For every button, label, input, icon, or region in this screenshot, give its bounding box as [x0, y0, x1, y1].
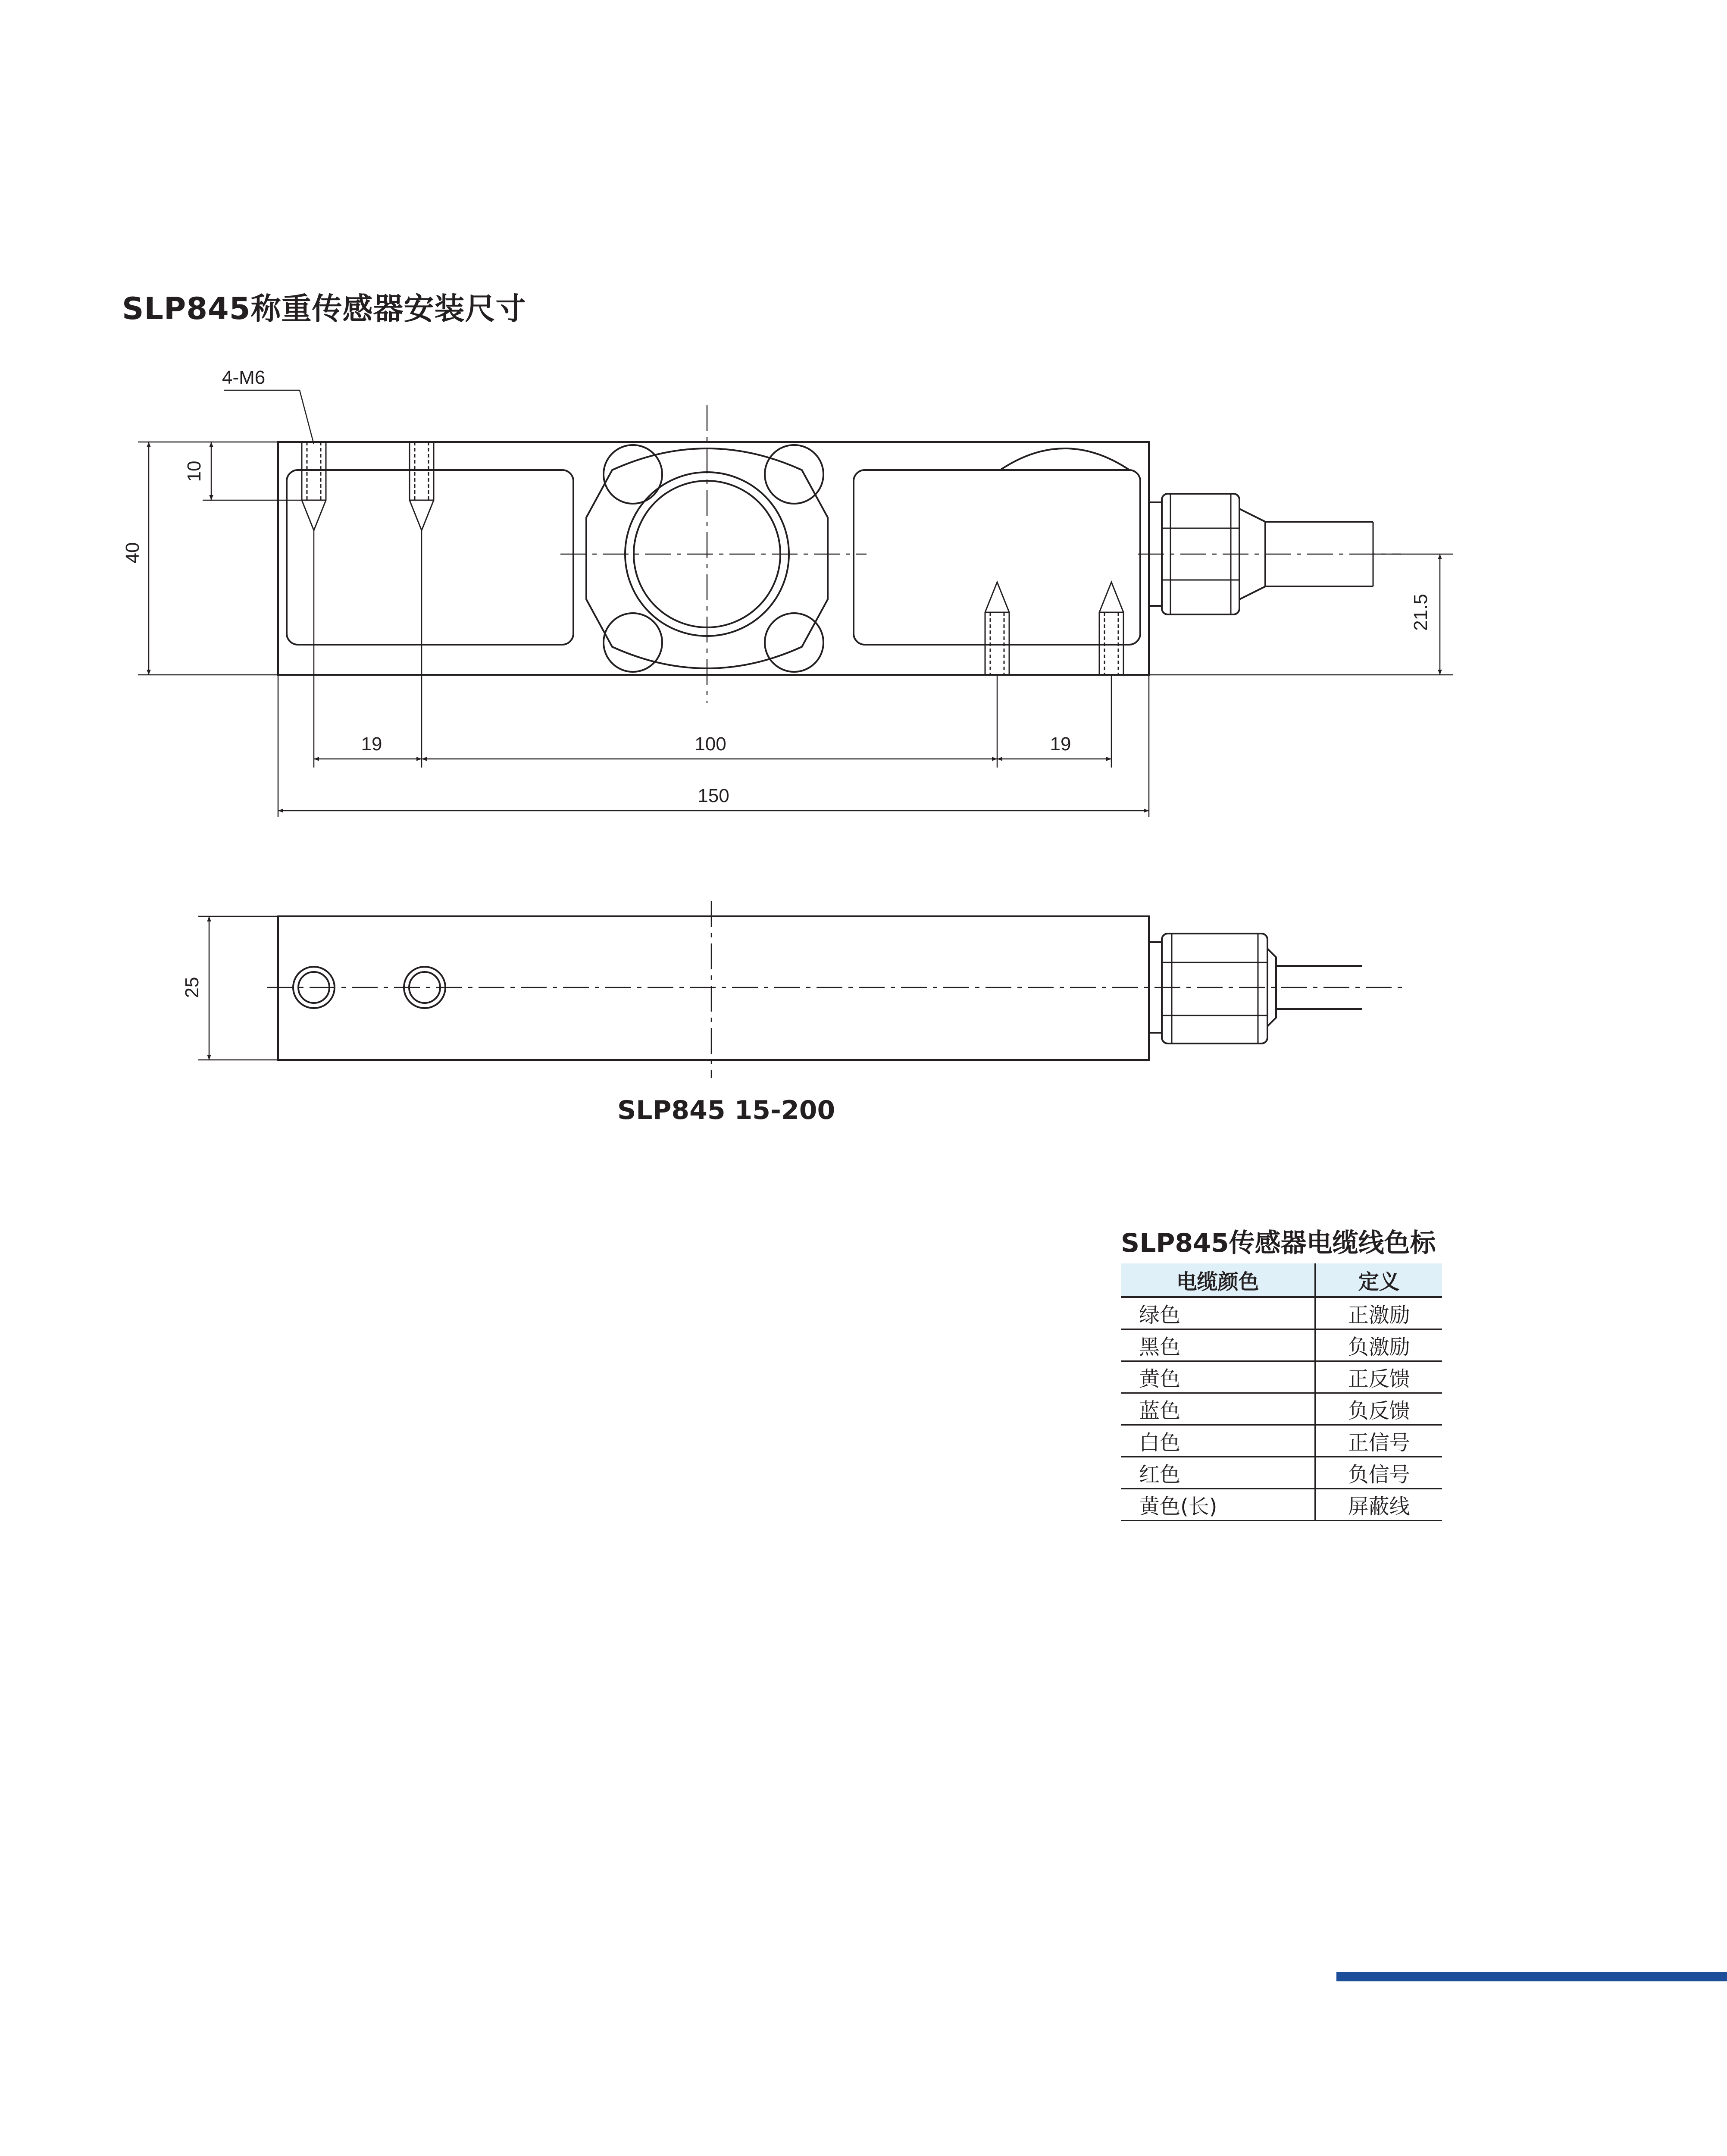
- dim-10-label: 10: [184, 461, 205, 482]
- threaded-holes: [302, 442, 1123, 675]
- table-row: [1121, 1329, 1442, 1361]
- table-row: [1121, 1425, 1442, 1457]
- wire-definition: 屏蔽线: [1315, 1489, 1442, 1521]
- wire-color: 白色: [1121, 1425, 1315, 1457]
- left-pocket: [287, 470, 573, 645]
- dim-19-right-label: 19: [1050, 733, 1071, 755]
- top-view: [278, 442, 1373, 675]
- wire-color: 黄色(长): [1121, 1489, 1315, 1521]
- top-view-body: [278, 442, 1149, 675]
- wire-definition: 负激励: [1315, 1329, 1442, 1361]
- wire-color: 蓝色: [1121, 1393, 1315, 1425]
- table-header-row: [1121, 1263, 1442, 1297]
- wire-color: 红色: [1121, 1457, 1315, 1489]
- model-caption: SLP845 15-200: [617, 1095, 835, 1125]
- cable-boss: [1000, 448, 1129, 470]
- corner-hole-br: [765, 613, 823, 672]
- side-view: [278, 916, 1362, 1060]
- wire-definition: 正激励: [1315, 1297, 1442, 1329]
- table-row: [1121, 1297, 1442, 1329]
- right-pocket: [854, 470, 1140, 645]
- wire-color: 绿色: [1121, 1297, 1315, 1329]
- header-cable-color: 电缆颜色: [1121, 1263, 1315, 1297]
- dim-40-label: 40: [122, 542, 143, 564]
- table-row: [1121, 1361, 1442, 1393]
- center-lines: [267, 405, 1405, 1078]
- corner-hole-tr: [765, 445, 823, 504]
- side-connector-nut: [1162, 934, 1267, 1044]
- accent-bar: [1336, 1972, 1727, 1981]
- dim-25-label: 25: [181, 977, 203, 998]
- dim-150-label: 150: [698, 785, 729, 806]
- wire-definition: 正信号: [1315, 1425, 1442, 1457]
- dim-thread-label: 4-M6: [222, 367, 266, 388]
- wire-definition: 负信号: [1315, 1457, 1442, 1489]
- wire-table-title: SLP845传感器电缆线色标: [1121, 1228, 1436, 1258]
- wire-color: 黄色: [1121, 1361, 1315, 1393]
- header-definition: 定义: [1315, 1263, 1442, 1297]
- table-row: [1121, 1393, 1442, 1425]
- corner-hole-tl: [604, 445, 662, 504]
- corner-hole-bl: [604, 613, 662, 672]
- page-title: SLP845称重传感器安装尺寸: [122, 291, 526, 326]
- dimension-lines: [138, 390, 1453, 1060]
- table-row: [1121, 1457, 1442, 1489]
- dim-19-left-label: 19: [361, 733, 382, 755]
- wire-color-table: [1121, 1263, 1442, 1521]
- dim-21-5-label: 21.5: [1410, 594, 1431, 631]
- wire-definition: 负反馈: [1315, 1393, 1442, 1425]
- wire-color: 黑色: [1121, 1329, 1315, 1361]
- table-row: [1121, 1489, 1442, 1521]
- dim-100-label: 100: [695, 733, 726, 755]
- wire-definition: 正反馈: [1315, 1361, 1442, 1393]
